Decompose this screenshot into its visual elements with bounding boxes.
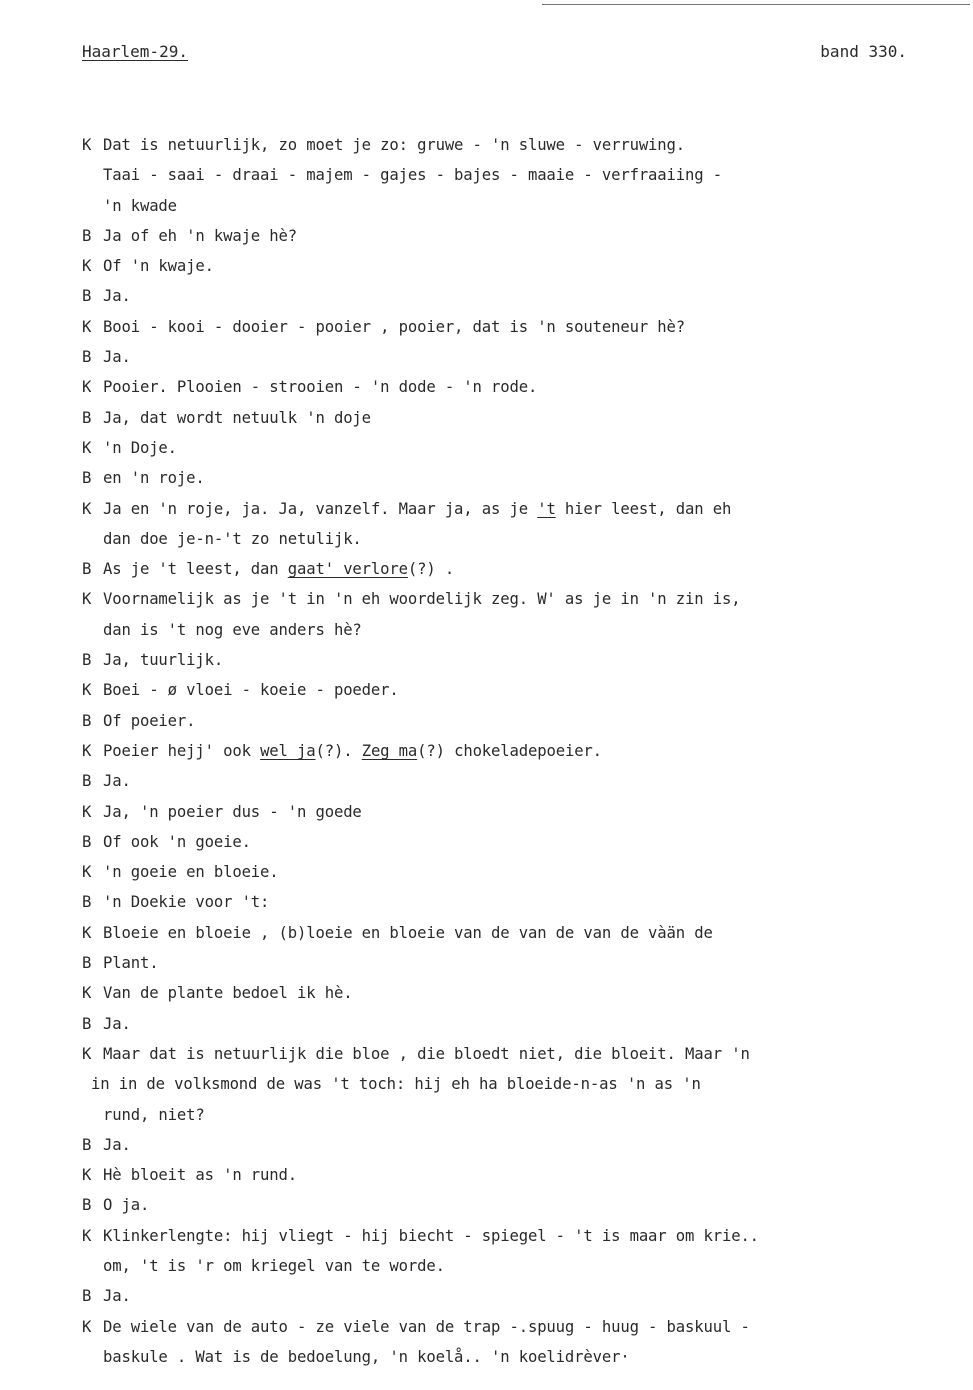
text-segment: om, 't is 'r om kriegel van te worde.: [103, 1256, 445, 1275]
text-segment: Pooier. Plooien - strooien - 'n dode - 'n rode.: [103, 378, 538, 397]
speaker-label: B: [82, 832, 92, 851]
text-segment: baskule . Wat is de bedoelung, 'n koelå.. 'n koelidrèver·: [103, 1347, 630, 1366]
transcript-line: [82, 524, 882, 554]
text-segment: Ja of eh 'n kwaje hè?: [103, 226, 298, 245]
text-segment: Booi - kooi - dooier - pooier , pooier, dat is 'n souteneur hè?: [103, 317, 686, 336]
text-segment: Bloeie en bloeie , (b)loeie en bloeie van de van de van de vàän de: [103, 923, 713, 942]
line-text: [103, 1196, 149, 1214]
transcript-line: [82, 463, 882, 493]
text-segment: 'n Doekie voor 't:: [103, 893, 270, 912]
speaker-label: K: [82, 317, 92, 336]
line-text: [103, 1348, 630, 1366]
text-segment: Ja.: [103, 287, 131, 306]
line-text: [103, 742, 602, 760]
line-text: [103, 681, 399, 699]
text-segment: Plant.: [103, 954, 159, 973]
transcript-line: [82, 221, 882, 251]
transcript-line: [82, 554, 882, 584]
transcript-line: [82, 1130, 882, 1160]
speaker-label: B: [82, 651, 92, 670]
speaker-label: K: [82, 257, 92, 276]
transcript-line: [82, 1281, 882, 1311]
line-text: [103, 1257, 445, 1275]
transcript-line: [82, 312, 882, 342]
line-text: [103, 1136, 131, 1154]
transcript-line: [82, 1160, 882, 1190]
text-segment: in in de volksmond de was 't toch: hij eh ha bloeide-n-as 'n as 'n: [91, 1075, 701, 1094]
transcript-line: [82, 403, 882, 433]
line-text: [103, 136, 685, 154]
line-text: [103, 439, 177, 457]
speaker-label: B: [82, 1135, 92, 1154]
text-segment: Ja.: [103, 1014, 131, 1033]
document-header-left: Haarlem-29.: [82, 42, 188, 61]
line-text: [103, 318, 685, 336]
text-segment: Maar dat is netuurlijk die bloe , die bloedt niet, die bloeit. Maar 'n: [103, 1044, 750, 1063]
speaker-label: K: [82, 1044, 92, 1063]
text-segment: As je 't leest, dan: [103, 560, 288, 579]
line-text: [103, 166, 722, 184]
line-text: [103, 1227, 759, 1245]
line-text: [103, 863, 279, 881]
text-segment: Ja.: [103, 348, 131, 367]
line-text: [103, 378, 537, 396]
speaker-label: K: [82, 741, 92, 760]
underlined-text: wel ja: [260, 741, 316, 760]
text-segment: Ja, dat wordt netuulk 'n doje: [103, 408, 371, 427]
transcript-line: [82, 948, 882, 978]
transcript-body: [82, 130, 882, 1372]
transcript-line: [82, 675, 882, 705]
text-segment: Ja.: [103, 1287, 131, 1306]
line-text: [103, 560, 454, 578]
text-segment: rund, niet?: [103, 1105, 205, 1124]
transcript-line: [82, 281, 882, 311]
text-segment: Poeier hejj' ook: [103, 741, 261, 760]
speaker-label: B: [82, 469, 92, 488]
line-text: [103, 1106, 205, 1124]
transcript-line: [82, 433, 882, 463]
transcript-line: [82, 1251, 882, 1281]
transcript-line: [82, 191, 882, 221]
speaker-label: B: [82, 1196, 92, 1215]
text-segment: Boei - ø vloei - koeie - poeder.: [103, 681, 399, 700]
line-text: [103, 924, 713, 942]
text-segment: Of poeier.: [103, 711, 196, 730]
line-text: [103, 893, 269, 911]
transcript-line: [82, 797, 882, 827]
text-segment: Ja.: [103, 772, 131, 791]
speaker-label: K: [82, 984, 92, 1003]
text-segment: Van de plante bedoel ik hè.: [103, 984, 353, 1003]
line-text: [91, 1075, 701, 1093]
transcript-line: [82, 918, 882, 948]
text-segment: Ja, 'n poeier dus - 'n goede: [103, 802, 362, 821]
text-segment: en 'n roje.: [103, 469, 205, 488]
line-text: [103, 772, 131, 790]
line-text: [103, 348, 131, 366]
line-text: [103, 621, 362, 639]
speaker-label: B: [82, 408, 92, 427]
text-segment: O ja.: [103, 1196, 150, 1215]
speaker-label: B: [82, 954, 92, 973]
transcript-line: [70, 1069, 882, 1099]
speaker-label: K: [82, 681, 92, 700]
transcript-line: [82, 160, 882, 190]
line-text: [103, 1166, 297, 1184]
line-text: [103, 530, 362, 548]
text-segment: Ja, tuurlijk.: [103, 651, 224, 670]
transcript-line: [82, 736, 882, 766]
document-header-right: band 330.: [820, 42, 907, 61]
text-segment: (?).: [315, 741, 362, 760]
transcript-line: [82, 978, 882, 1008]
transcript-line: [82, 827, 882, 857]
speaker-label: B: [82, 1014, 92, 1033]
transcript-line: [82, 645, 882, 675]
speaker-label: B: [82, 560, 92, 579]
text-segment: Of ook 'n goeie.: [103, 832, 251, 851]
speaker-label: B: [82, 226, 92, 245]
transcript-line: [82, 1221, 882, 1251]
line-text: [103, 1287, 131, 1305]
text-segment: De wiele van de auto - ze viele van de trap -.spuug - huug - baskuul -: [103, 1317, 750, 1336]
text-segment: hier leest, dan eh: [555, 499, 732, 518]
transcript-line: [82, 494, 882, 524]
speaker-label: B: [82, 772, 92, 791]
transcript-line: [82, 766, 882, 796]
text-segment: Ja en 'n roje, ja. Ja, vanzelf. Maar ja, as je: [103, 499, 538, 518]
speaker-label: K: [82, 378, 92, 397]
text-segment: 'n goeie en bloeie.: [103, 863, 279, 882]
text-segment: Ja.: [103, 1135, 131, 1154]
transcript-line: [82, 1009, 882, 1039]
transcript-line: [82, 1100, 882, 1130]
transcript-line: [82, 342, 882, 372]
text-segment: (?) .: [407, 560, 455, 579]
text-segment: (?) chokeladepoeier.: [417, 741, 602, 760]
speaker-label: K: [82, 590, 92, 609]
transcript-line: [82, 615, 882, 645]
speaker-label: B: [82, 348, 92, 367]
speaker-label: K: [82, 802, 92, 821]
line-text: [103, 1045, 750, 1063]
line-text: [103, 590, 740, 608]
text-segment: 'n Doje.: [103, 438, 177, 457]
underlined-text: 't: [537, 499, 556, 518]
speaker-label: K: [82, 499, 92, 518]
line-text: [103, 1318, 750, 1336]
underlined-text: gaat' verlore: [287, 560, 408, 579]
transcript-line: [82, 1190, 882, 1220]
transcript-line: [82, 1312, 882, 1342]
line-text: [103, 257, 214, 275]
transcript-line: [82, 887, 882, 917]
text-segment: Voornamelijk as je 't in 'n eh woordelijk zeg. W' as je in 'n zin is,: [103, 590, 741, 609]
speaker-label: K: [82, 136, 92, 154]
transcript-line: [82, 706, 882, 736]
line-text: [103, 409, 371, 427]
speaker-label: K: [82, 923, 92, 942]
transcript-line: [82, 584, 882, 614]
speaker-label: K: [82, 1317, 92, 1336]
transcript-line: [82, 130, 882, 160]
line-text: [103, 651, 223, 669]
line-text: [103, 469, 205, 487]
line-text: [103, 197, 177, 215]
speaker-label: K: [82, 1226, 92, 1245]
line-text: [103, 803, 362, 821]
speaker-label: B: [82, 1287, 92, 1306]
speaker-label: B: [82, 893, 92, 912]
line-text: [103, 500, 731, 518]
text-segment: Dat is netuurlijk, zo moet je zo: gruwe - 'n sluwe - verruwing.: [103, 136, 686, 154]
speaker-label: K: [82, 1166, 92, 1185]
text-segment: Taai - saai - draai - majem - gajes - bajes - maaie - verfraaiing -: [103, 166, 722, 185]
transcript-line: [82, 1342, 882, 1372]
text-segment: 'n kwade: [103, 196, 177, 215]
text-segment: dan doe je-n-'t zo netulijk.: [103, 529, 362, 548]
speaker-label: K: [82, 438, 92, 457]
speaker-label: K: [82, 863, 92, 882]
speaker-label: B: [82, 287, 92, 306]
line-text: [103, 287, 131, 305]
transcript-line: [82, 1039, 882, 1069]
top-rule: [542, 4, 970, 5]
line-text: [103, 1015, 131, 1033]
transcript-line: [82, 251, 882, 281]
underlined-text: Zeg ma: [361, 741, 418, 760]
text-segment: Klinkerlengte: hij vliegt - hij biecht - spiegel - 't is maar om krie..: [103, 1226, 759, 1245]
transcript-line: [82, 372, 882, 402]
speaker-label: B: [82, 711, 92, 730]
line-text: [103, 712, 195, 730]
text-segment: dan is 't nog eve anders hè?: [103, 620, 362, 639]
line-text: [103, 954, 158, 972]
line-text: [103, 227, 297, 245]
text-segment: Of 'n kwaje.: [103, 257, 214, 276]
text-segment: Hè bloeit as 'n rund.: [103, 1166, 298, 1185]
line-text: [103, 984, 352, 1002]
line-text: [103, 833, 251, 851]
transcript-line: [82, 857, 882, 887]
